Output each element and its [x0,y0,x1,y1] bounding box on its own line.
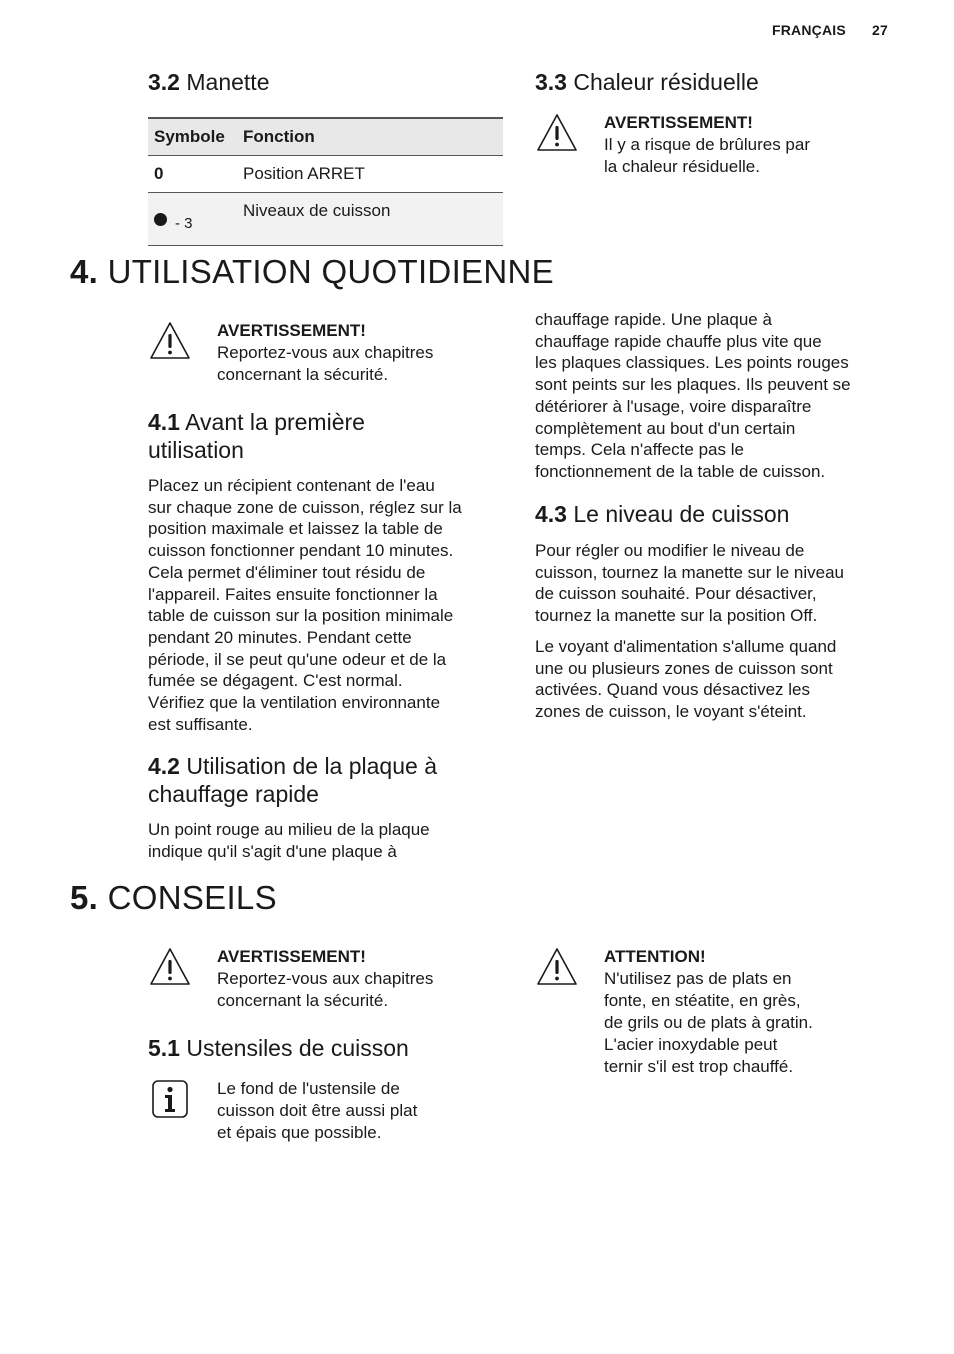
function-table-wrap [148,117,503,246]
section-4-1-body [148,475,518,735]
header-language: FRANÇAIS [771,22,846,38]
warning-triangle-icon [535,946,579,988]
section-4-2-title: 4.2 Utilisation de la plaque à chauffage rapide [148,753,437,807]
chapter-5-title: 5. CONSEILS [70,879,277,916]
table-header-function: Fonction [237,118,503,156]
paragraph: Placez un récipient contenant de l'eau sur chaque zone de cuisson, réglez sur la position maximale et laissez la table de cuisson fonctionner pendant 10 minutes. Cela permet d'éliminer tout résidu de l'appareil. Faites ensuite fonctionner la table de cuisson sur la position minimale pendant 20 minutes. Pendant cette période, il se peut qu'une odeur et de la fumée se dégagent. C'est normal. Vérifiez que la ventilation environnante est suffisante. [148,476,462,734]
warning-residual-heat: AVERTISSEMENT! Il y a risque de brûlures par la chaleur résiduelle. [535,112,810,178]
section-3-3-title: 3.3 Chaleur résiduelle [535,69,759,95]
section-4-3-title: 4.3 Le niveau de cuisson [535,501,790,527]
section-5-1-title: 5.1 Ustensiles de cuisson [148,1035,409,1061]
info-icon [148,1078,192,1120]
paragraph: Le voyant d'alimentation s'allume quand une ou plusieurs zones de cuisson sont activées. Quand vous désactivez les zones de cuisson, le voyant s'éteint. [535,636,837,721]
paragraph: chauffage rapide. Une plaque à chauffage rapide chauffe plus vite que les plaques classiques. Les points rouges sont peints sur les plaques. Ils peuvent se détériorer à l'usage, voire disparaître complètement au bout d'un certain temps. Cela n'affecte pas le fonctionnement de la table de cuisson. [535,310,851,481]
section-4-1-title: 4.1 Avant la première utilisation [148,409,365,463]
warning-title: AVERTISSEMENT! [604,113,753,132]
info-cookware: Le fond de l'ustensile de cuisson doit être aussi plat et épais que possible. [148,1078,417,1144]
table-row [148,193,503,246]
section-4-3-body [535,540,905,723]
warning-triangle-icon [148,946,192,988]
filled-dot-icon [154,213,167,226]
paragraph: Pour régler ou modifier le niveau de cuisson, tournez la manette sur le niveau de cuisson souhaité. Pour désactiver, tournez la manette sur la position Off. [535,541,845,626]
warning-title: AVERTISSEMENT! [217,321,366,340]
section-4-2-body-left [148,819,518,862]
paragraph: Un point rouge au milieu de la plaque indique qu'il s'agit d'une plaque à [148,820,430,861]
page-header [772,22,888,38]
table-cell-symbol: - 3 [148,193,237,246]
warning-safety-ch5: AVERTISSEMENT! Reportez-vous aux chapitres concernant la sécurité. [148,946,433,1012]
warning-triangle-icon [148,320,192,362]
section-4-2-body-right [535,309,905,483]
table-header-symbol: Symbole [148,118,237,156]
header-page-number: 27 [872,22,888,38]
table-cell-function: Position ARRET [237,156,503,193]
table-cell-symbol: 0 [148,156,237,193]
table-row [148,156,503,193]
warning-safety-ch4: AVERTISSEMENT! Reportez-vous aux chapitres concernant la sécurité. [148,320,433,386]
warning-title: AVERTISSEMENT! [217,947,366,966]
chapter-4-title: 4. UTILISATION QUOTIDIENNE [70,253,554,290]
section-3-2-title: 3.2 Manette [148,69,270,95]
warning-triangle-icon [535,112,579,154]
function-table [148,117,503,246]
table-cell-function: Niveaux de cuisson [237,193,503,246]
attention-notice: ATTENTION! N'utilisez pas de plats en fonte, en stéatite, en grès, de grils ou de plats à gratin. L'acier inoxydable peut ternir s'il est trop chauffé. [535,946,813,1078]
attention-title: ATTENTION! [604,947,706,966]
